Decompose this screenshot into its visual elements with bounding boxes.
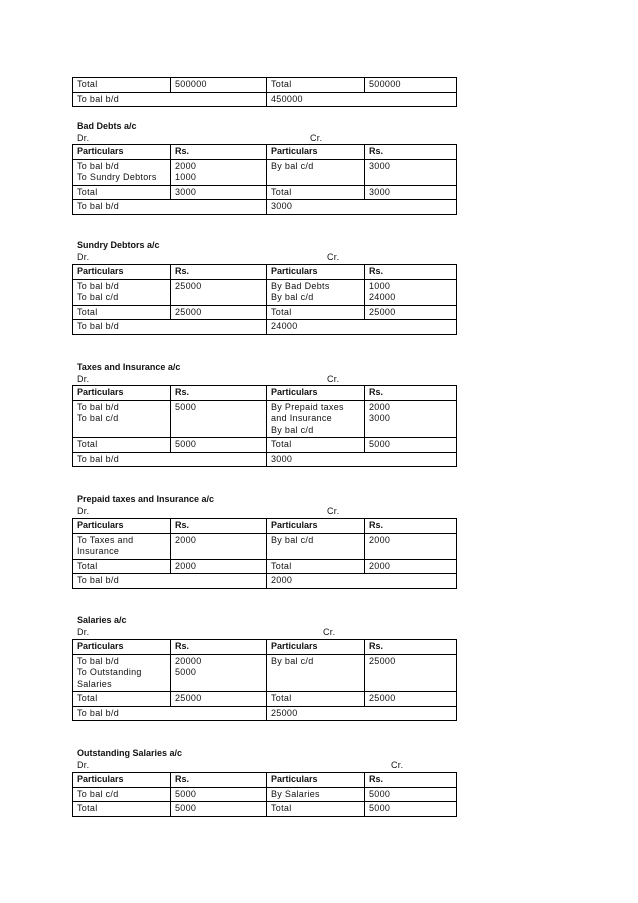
header-row: Particulars Rs. Particulars Rs. xyxy=(73,145,457,160)
total-row: Total 25000 Total 25000 xyxy=(73,305,457,320)
cr-label: Cr. xyxy=(323,627,336,637)
entries-row: To bal b/d To Sundry Debtors 2000 1000 By bal c/d 3000 xyxy=(73,159,457,185)
balance-row: To bal b/d 3000 xyxy=(73,452,457,467)
cr-label: Cr. xyxy=(327,374,340,384)
dr-label: Dr. xyxy=(77,627,90,637)
entries-row: To bal c/d 5000 By Salaries 5000 xyxy=(73,787,457,802)
total-row: Total 5000 Total 5000 xyxy=(73,802,457,817)
salaries-table xyxy=(72,639,457,721)
balance-row: To bal b/d 450000 xyxy=(73,92,457,107)
salaries-drcr xyxy=(77,627,336,637)
sundry-debtors-drcr xyxy=(77,252,340,262)
total-row: Total 3000 Total 3000 xyxy=(73,185,457,200)
taxes-insurance-drcr xyxy=(77,374,340,384)
sundry-debtors-table xyxy=(72,264,457,335)
header-row: Particulars Rs. Particulars Rs. xyxy=(73,265,457,280)
dr-label: Dr. xyxy=(77,760,90,770)
taxes-insurance-table xyxy=(72,385,457,467)
total-row: Total 2000 Total 2000 xyxy=(73,559,457,574)
outstanding-salaries-table xyxy=(72,772,457,817)
cr-label: Cr. xyxy=(327,506,340,516)
outstanding-salaries-drcr xyxy=(77,760,404,770)
header-row: Particulars Rs. Particulars Rs. xyxy=(73,773,457,788)
bad-debts-drcr xyxy=(77,133,323,143)
balance-row: To bal b/d 24000 xyxy=(73,320,457,335)
salaries-title: Salaries a/c xyxy=(77,615,127,625)
total-row: Total 25000 Total 25000 xyxy=(73,692,457,707)
cr-label: Cr. xyxy=(327,252,340,262)
entries-row: To Taxes and Insurance 2000 By bal c/d 2000 xyxy=(73,533,457,559)
dr-label: Dr. xyxy=(77,506,90,516)
prepaid-taxes-drcr xyxy=(77,506,340,516)
header-row: Particulars Rs. Particulars Rs. xyxy=(73,519,457,534)
bad-debts-title: Bad Debts a/c xyxy=(77,121,137,131)
dr-label: Dr. xyxy=(77,133,90,143)
balance-row: To bal b/d 3000 xyxy=(73,200,457,215)
header-row: Particulars Rs. Particulars Rs. xyxy=(73,640,457,655)
dr-label: Dr. xyxy=(77,252,90,262)
cr-label: Cr. xyxy=(310,133,323,143)
prepaid-taxes-table xyxy=(72,518,457,589)
balance-row: To bal b/d 25000 xyxy=(73,706,457,721)
taxes-insurance-title: Taxes and Insurance a/c xyxy=(77,362,181,372)
prepaid-taxes-title: Prepaid taxes and Insurance a/c xyxy=(77,494,215,504)
dr-label: Dr. xyxy=(77,374,90,384)
entries-row: To bal b/d To bal c/d 5000 By Prepaid taxes and Insurance By bal c/d 2000 3000 xyxy=(73,400,457,438)
entries-row: To bal b/d To Outstanding Salaries 20000 5000 By bal c/d 25000 xyxy=(73,654,457,692)
top-ledger-table xyxy=(72,77,457,107)
cr-label: Cr. xyxy=(391,760,404,770)
total-row: Total 5000 Total 5000 xyxy=(73,438,457,453)
header-row: Particulars Rs. Particulars Rs. xyxy=(73,386,457,401)
entries-row: To bal b/d To bal c/d 25000 By Bad Debts By bal c/d 1000 24000 xyxy=(73,279,457,305)
bad-debts-table xyxy=(72,144,457,215)
balance-row: To bal b/d 2000 xyxy=(73,574,457,589)
sundry-debtors-title: Sundry Debtors a/c xyxy=(77,240,160,250)
total-row: Total 500000 Total 500000 xyxy=(73,78,457,93)
outstanding-salaries-title: Outstanding Salaries a/c xyxy=(77,748,183,758)
